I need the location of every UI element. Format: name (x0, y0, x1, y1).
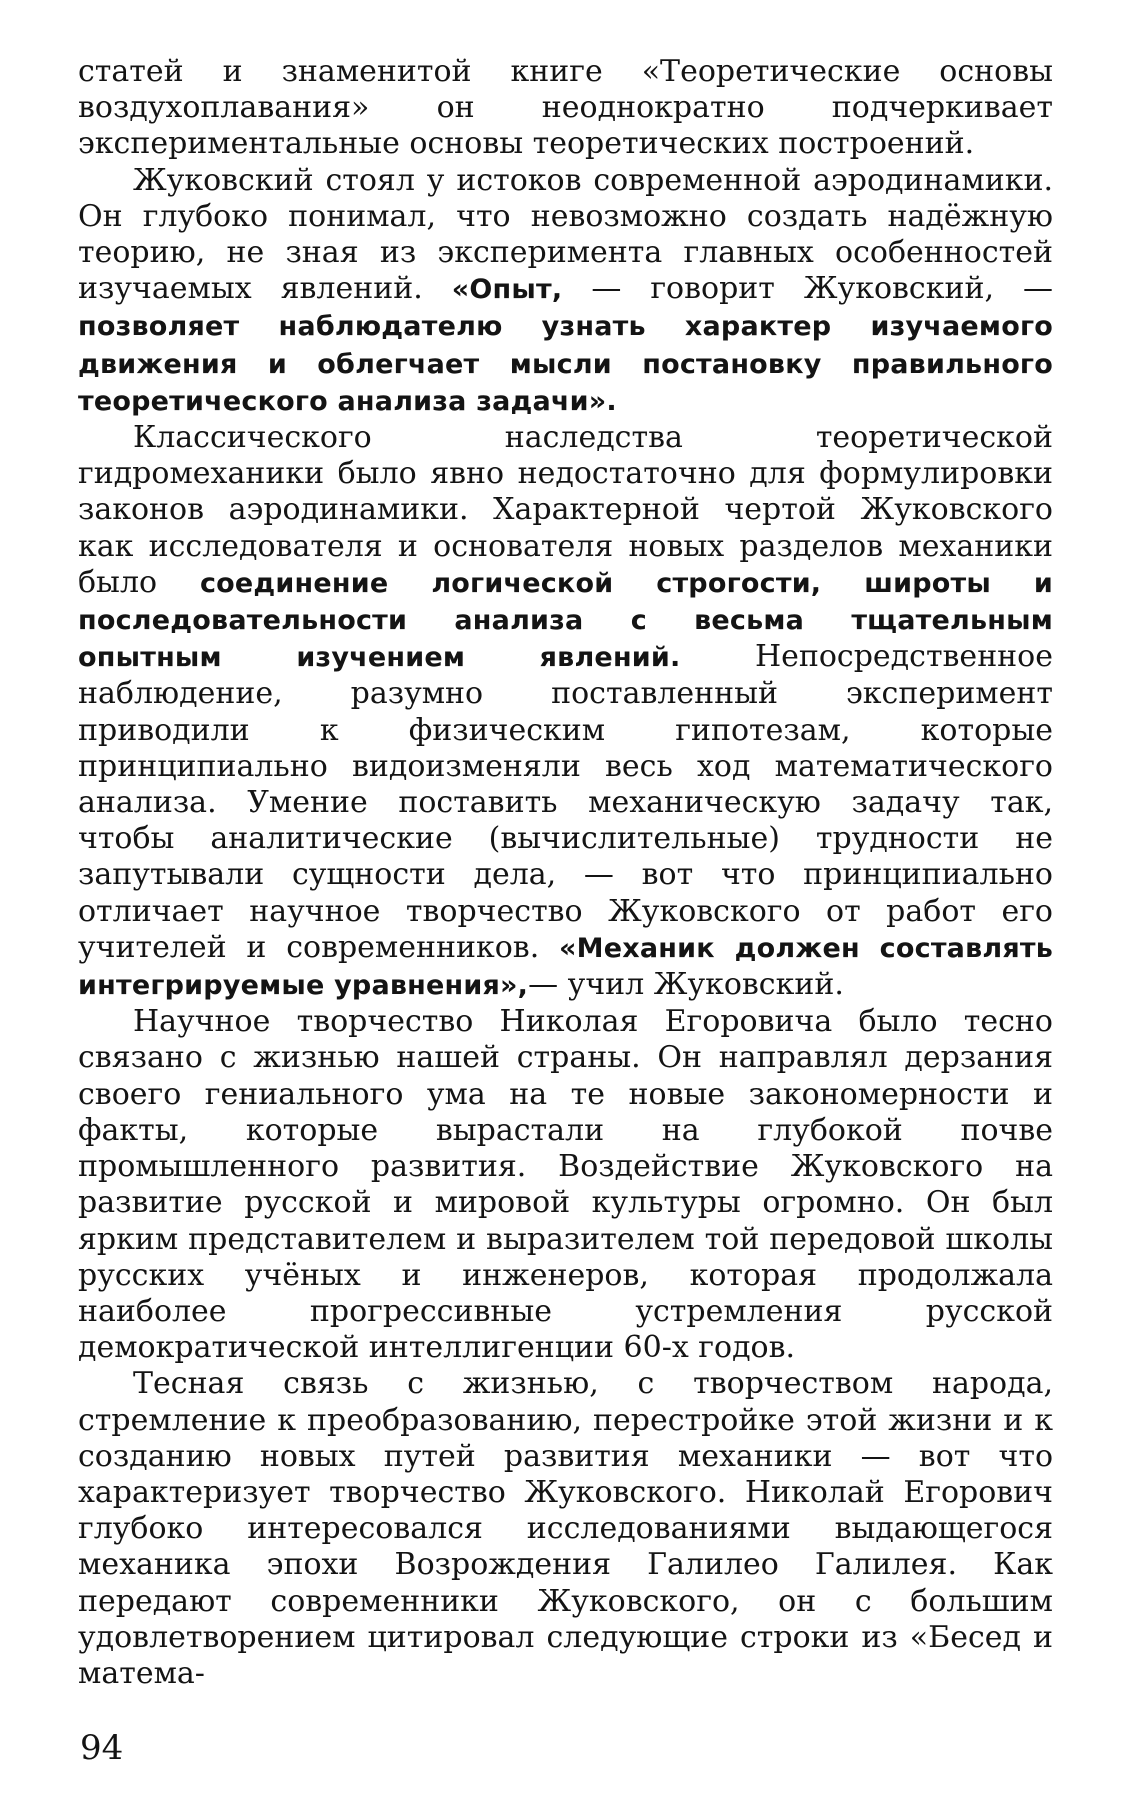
page-number: 94 (80, 1728, 124, 1768)
text-run: Классического наследства теоретической гидромеханики было явно недостаточно для формулировки законов аэродинамики. Характерной чертой Жуковского как исследователя и основателя новых разделов механики было (78, 420, 1053, 600)
bold-text-run: позволяет наблюдателю узнать характер изучаемого движения и облегчает мысли постановку правильного теоретического анализа задачи». (78, 311, 1053, 417)
bold-text-run: «Опыт, (451, 274, 563, 306)
text-run: статей и знаменитой книге «Теоретические основы воздухоплавания» он неоднократно подчеркивает экспериментальные основы теоретических построений. (78, 54, 1053, 162)
text-run: Жуковский стоял у истоков современной аэродинамики. Он глубоко понимал, что невозможно создать надёжную теорию, не зная из эксперимента главных особенностей изучаемых явлений. (78, 162, 1053, 307)
text-run: — говорит Жуковский, — (562, 271, 1053, 307)
paragraph-4 (78, 1004, 1053, 1366)
text-run: Тесная связь с жизнью, с творчеством народа, стремление к преобразованию, перестройке этой жизни и к созданию новых путей развития механики — вот что характеризует творчество Жуковского. Николай Егорович глубоко интересовался исследованиями выдающегося механика эпохи Возрождения Галилео Галилея. Как передают современники Жуковского, он с большим удовлетворением цитировал следующие строки из «Бесед и матема- (78, 1366, 1053, 1691)
text-run: Непосредственное наблюдение, разумно поставленный эксперимент приводили к физическим гипотезам, которые принципиально видоизменяли весь ход математического анализа. Умение поставить механическую задачу так, чтобы аналитические (вычислительные) трудности не запутывали сущности дела, — вот что принципиально отличает научное творчество Жуковского от работ его учителей и современников. (78, 639, 1053, 965)
text-run: — учил Жуковский. (528, 967, 844, 1003)
text-run: Научное творчество Николая Егоровича было тесно связано с жизнью нашей страны. Он направлял дерзания своего гениального ума на те новые закономерности и факты, которые вырастали на глубокой почве промышленного развития. Воздействие Жуковского на развитие русской и мировой культуры огромно. Он был ярким представителем и выразителем той передовой школы русских учёных и инженеров, которая продолжала наиболее прогрессивные устремления русской демократической интеллигенции 60-х годов. (78, 1004, 1053, 1366)
paragraph-3 (78, 420, 1053, 1004)
bold-text-run: соединение логической строгости, широты и последовательности анализа с весьма тщательным опытным изучением явлений. (78, 567, 1053, 674)
bold-text-run: «Механик должен составлять интегрируемые уравнения», (78, 932, 1054, 1002)
paragraph-5 (78, 1366, 1053, 1692)
page-body (78, 54, 1053, 1692)
paragraph-2 (78, 163, 1053, 420)
paragraph-1 (78, 54, 1053, 163)
